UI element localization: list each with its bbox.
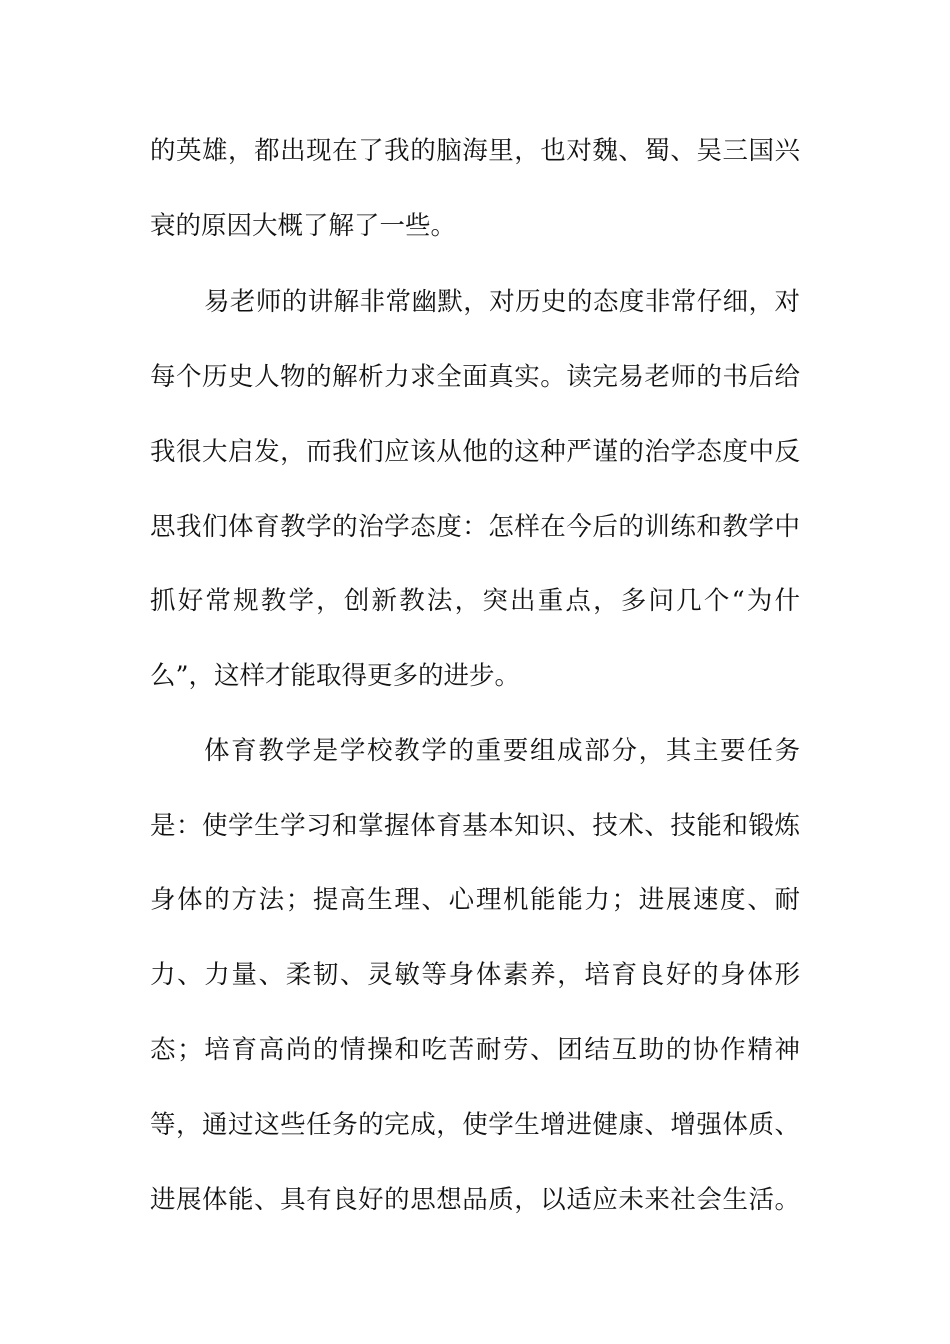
paragraph-3-line-6: 等，通过这些任务的完成，使学生增进健康、增强体质、	[150, 1110, 800, 1140]
paragraph-1-line-2: 衰的原因大概了解了一些。	[150, 211, 457, 241]
paragraph-2-line-3: 我很大启发，而我们应该从他的这种严谨的治学态度中反	[150, 437, 800, 467]
paragraph-3-line-1: 体育教学是学校教学的重要组成部分，其主要任务	[204, 736, 800, 766]
paragraph-1-line-1: 的英雄，都出现在了我的脑海里，也对魏、蜀、吴三国兴	[150, 136, 800, 166]
paragraph-2-line-4: 思我们体育教学的治学态度：怎样在今后的训练和教学中	[150, 512, 800, 542]
paragraph-2-line-6: 么”，这样才能取得更多的进步。	[150, 661, 521, 691]
paragraph-2-line-2: 每个历史人物的解析力求全面真实。读完易老师的书后给	[150, 362, 800, 392]
paragraph-3-line-4: 力、力量、柔韧、灵敏等身体素养，培育良好的身体形	[150, 960, 800, 990]
paragraph-3-line-5: 态；培育高尚的情操和吃苦耐劳、团结互助的协作精神	[150, 1035, 800, 1065]
paragraph-2-line-1: 易老师的讲解非常幽默，对历史的态度非常仔细，对	[204, 287, 800, 317]
paragraph-3-line-7: 进展体能、具有良好的思想品质，以适应未来社会生活。	[150, 1185, 800, 1215]
paragraph-2-line-5: 抓好常规教学，创新教法，突出重点，多问几个“为什	[150, 586, 800, 616]
paragraph-3-line-2: 是：使学生学习和掌握体育基本知识、技术、技能和锻炼	[150, 811, 800, 841]
paragraph-3-line-3: 身体的方法；提高生理、心理机能能力；进展速度、耐	[150, 885, 800, 915]
